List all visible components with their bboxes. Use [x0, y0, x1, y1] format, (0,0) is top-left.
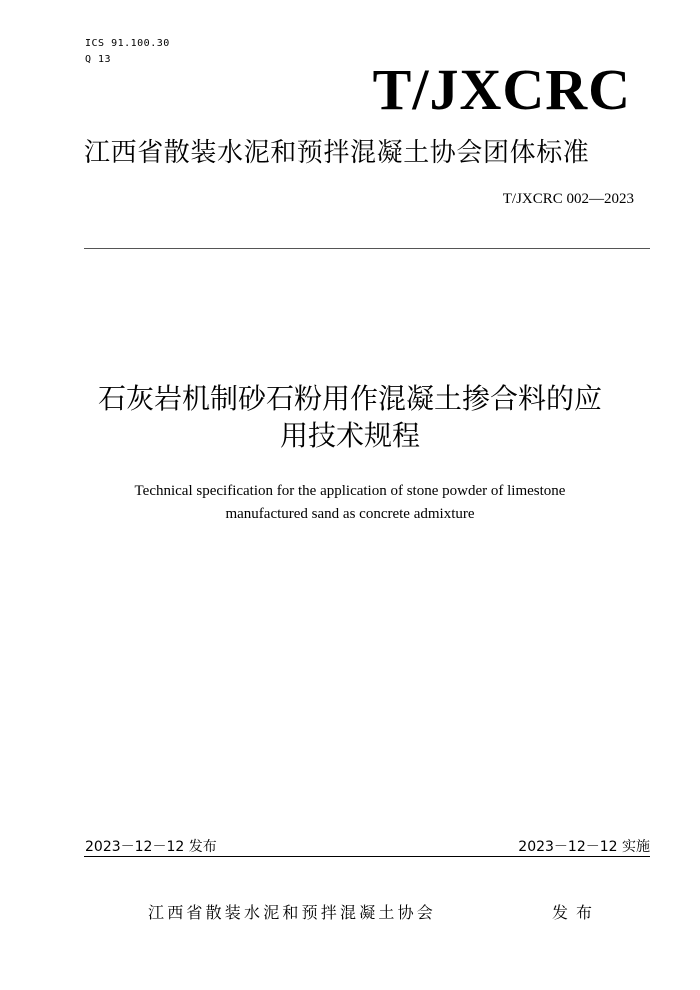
publish-label: 发布 [552, 903, 601, 922]
implementation-date: 2023－12－12 实施 [518, 839, 650, 855]
organization-standard-title: 江西省散装水泥和预拌混凝土协会团体标准 [84, 138, 590, 168]
title-zh-line-1: 石灰岩机制砂石粉用作混凝土掺合料的应 [97, 382, 602, 415]
title-zh-line-2: 用技术规程 [279, 419, 420, 452]
brand-logo-text: T/JXCRC [372, 57, 631, 122]
document-title-en [50, 480, 650, 526]
issue-date: 2023－12－12 发布 [85, 839, 217, 855]
title-en-line-1: Technical specification for the application of stone powder of limestone [134, 483, 566, 499]
footer-divider [84, 856, 650, 857]
standard-number: T/JXCRC 002—2023 [502, 191, 634, 207]
publisher-organization: 江西省散装水泥和预拌混凝土协会 [148, 903, 437, 922]
document-title-zh [40, 380, 660, 454]
ccs-code: Q 13 [85, 54, 112, 65]
header-divider [84, 248, 650, 249]
ics-code: ICS 91.100.30 [85, 38, 170, 49]
title-en-line-2: manufactured sand as concrete admixture [225, 506, 475, 522]
